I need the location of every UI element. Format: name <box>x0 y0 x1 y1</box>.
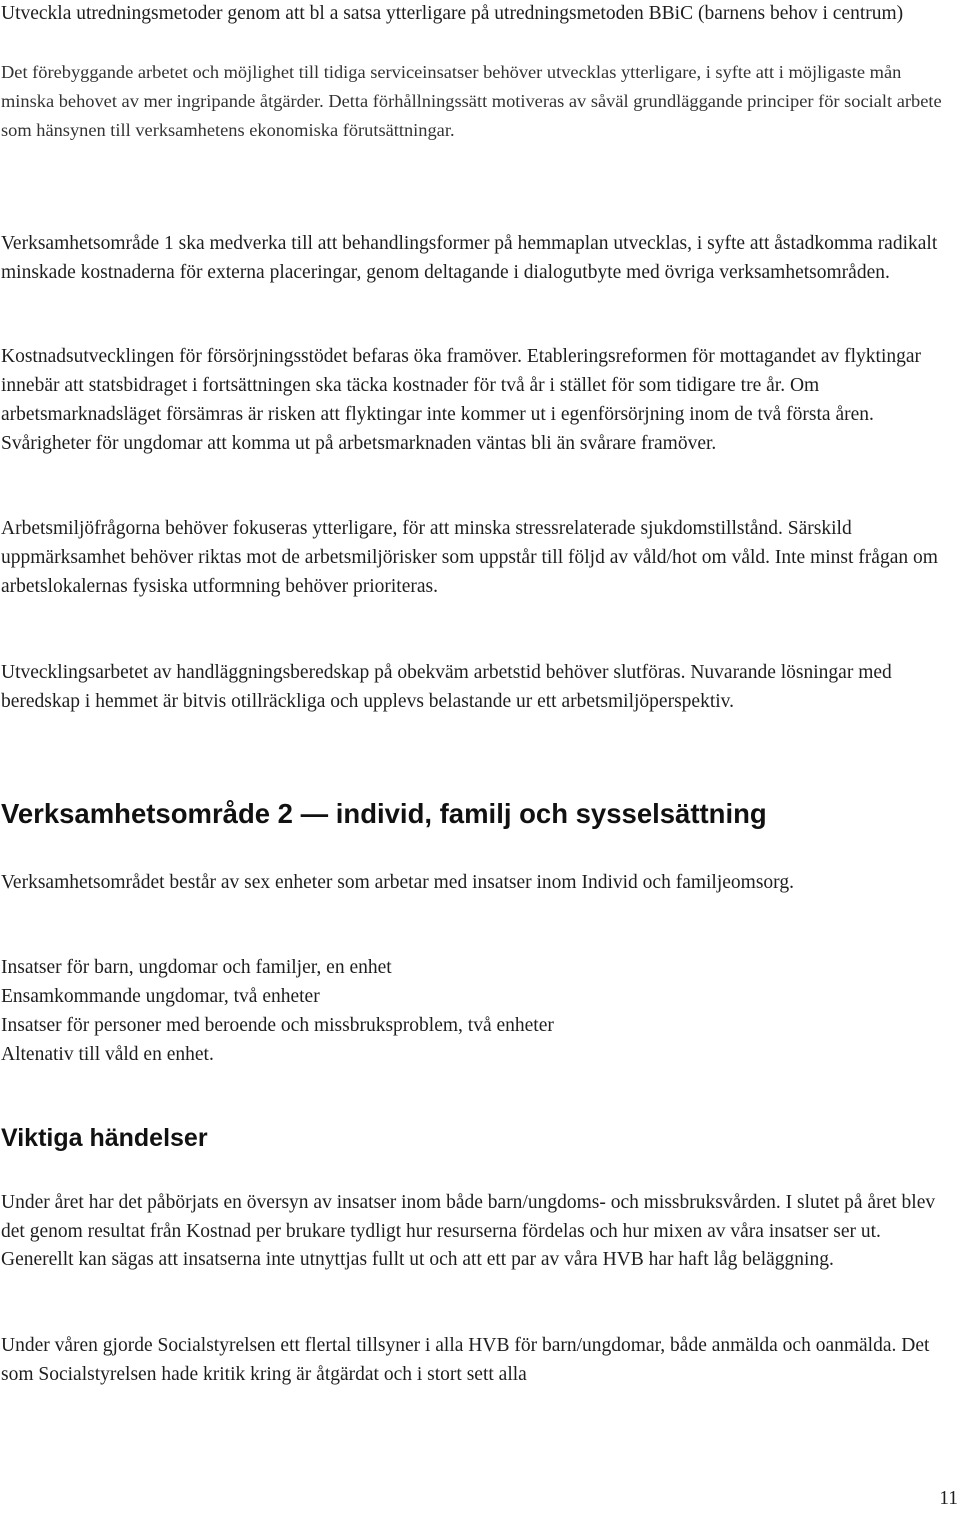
list-item: Ensamkommande ungdomar, två enheter <box>1 986 320 1007</box>
on-call-paragraph: Utvecklingsarbetet av handläggningsberedskap på obekväm arbetstid behöver slutföras. Nuvarande lösningar med beredskap i hemmet är bitvis otillräckliga och upplevs belastande ur ett arbetsmiljöperspektiv. <box>1 662 892 712</box>
important-events-heading: Viktiga händelser <box>1 1124 208 1152</box>
on-call-section <box>1 658 953 716</box>
page-number: 11 <box>939 1488 958 1509</box>
area-2-heading: Verksamhetsområde 2 — individ, familj och sysselsättning <box>1 798 767 829</box>
area-2-intro-paragraph: Verksamhetsområdet består av sex enheter som arbetar med insatser inom Individ och familjeomsorg. <box>1 872 794 893</box>
preventive-work-paragraph: Det förebyggande arbetet och möjlighet till tidiga serviceinsatser behöver utvecklas ytterligare, i syfte att i möjligaste mån minska behovet av mer ingripande åtgärder. Detta förhållningssätt motiveras av såväl grundläggande principer för socialt arbete som hänsynen till verksamhetens ekonomiska förutsättningar. <box>1 62 942 140</box>
list-item: Insatser för personer med beroende och missbruksproblem, två enheter <box>1 1015 554 1036</box>
work-environment-paragraph: Arbetsmiljöfrågorna behöver fokuseras ytterligare, för att minska stressrelaterade sjukdomstillstånd. Särskild uppmärksamhet behöver riktas mot de arbetsmiljörisker som uppstår till följd av våld/hot om våld. Inte minst frågan om arbetslokalernas fysiska utformning behöver prioriteras. <box>1 518 938 597</box>
review-section <box>1 1189 953 1275</box>
review-paragraph: Under året har det påbörjats en översyn av insatser inom både barn/ungdoms- och missbruksvården. I slutet på året blev det genom resultat från Kostnad per brukare tydligt hur resurserna fördelas och hur mixen av våra insatser ser ut. Generellt kan sägas att insatserna inte utnyttjas fullt ut och att ett par av våra HVB har haft låg beläggning. <box>1 1192 936 1270</box>
cost-development-section <box>1 342 953 458</box>
inspections-paragraph: Under våren gjorde Socialstyrelsen ett flertal tillsyner i alla HVB för barn/ungdomar, både anmälda och oanmälda. Det som Socialstyrelsen hade kritik kring är åtgärdat och i stort sett alla <box>1 1335 930 1385</box>
inspections-section <box>1 1332 953 1389</box>
list-item: Altenativ till våld en enhet. <box>1 1044 214 1065</box>
preventive-work-section <box>1 58 953 145</box>
cost-development-paragraph: Kostnadsutvecklingen för försörjningsstödet befaras öka framöver. Etableringsreformen för mottagandet av flyktingar innebär att statsbidraget i fortsättningen ska täcka kostnader för två år i stället för som tidigare tre år. Om arbetsmarknadsläget försämras är risken att flyktingar inte kommer ut i egenförsörjning inom de två första åren. Svårigheter för ungdomar att komma ut på arbetsmarknaden väntas bli än svårare framöver. <box>1 346 922 454</box>
work-environment-section <box>1 514 953 601</box>
area-2-intro-section <box>1 868 953 897</box>
home-treatment-paragraph: Verksamhetsområde 1 ska medverka till att behandlingsformer på hemmaplan utvecklas, i syfte att åstadkomma radikalt minskade kostnaderna för externa placeringar, genom deltagande i dialogutbyte med övriga verksamhetsområden. <box>1 233 938 283</box>
list-item: Insatser för barn, ungdomar och familjer, en enhet <box>1 957 392 978</box>
units-list <box>1 953 953 1069</box>
intro-paragraph: Utveckla utredningsmetoder genom att bl a satsa ytterligare på utredningsmetoden BBiC (barnens behov i centrum) <box>1 3 904 24</box>
home-treatment-section <box>1 229 953 287</box>
